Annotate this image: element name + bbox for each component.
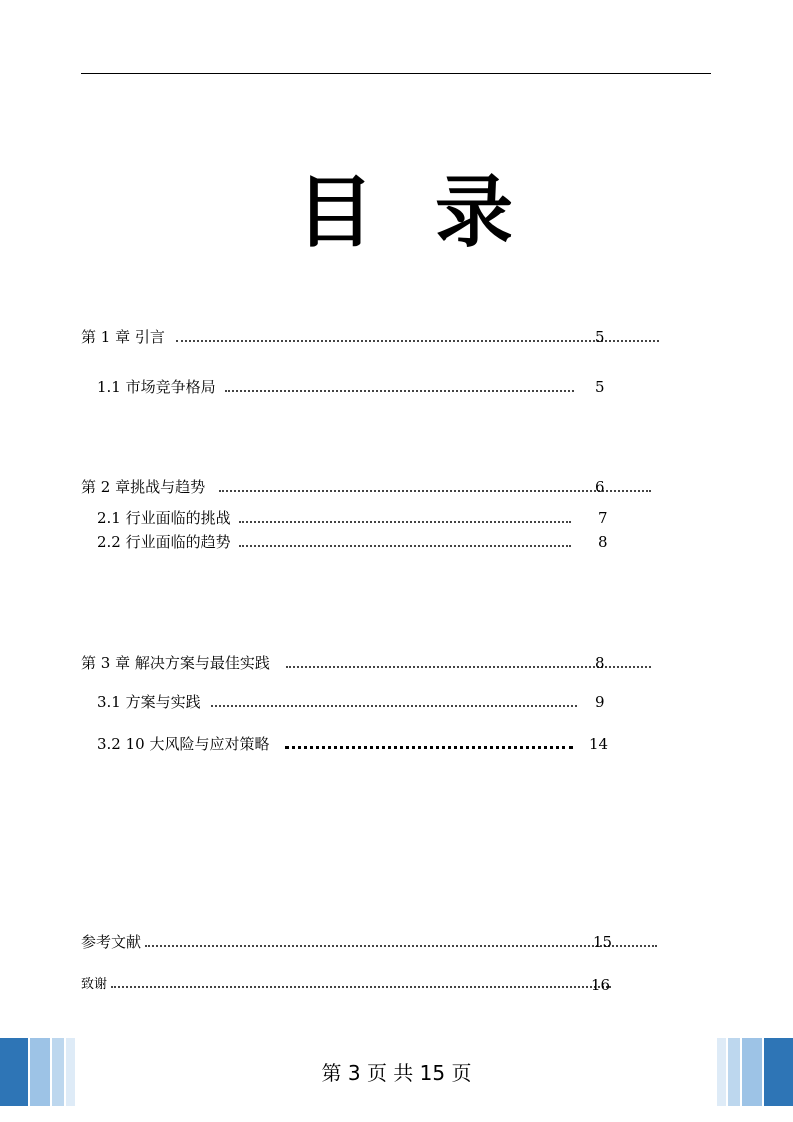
toc-entry-acknowledgements[interactable] bbox=[81, 975, 616, 995]
toc-entry-section-3-1[interactable] bbox=[97, 692, 611, 712]
toc-leader-dots bbox=[145, 945, 657, 947]
toc-entry-page: 8 bbox=[595, 654, 605, 672]
toc-entry-label: 3.1 方案与实践 bbox=[97, 693, 201, 711]
toc-entry-page: 15 bbox=[593, 933, 613, 951]
toc-entry-chapter-3[interactable] bbox=[81, 653, 611, 673]
page-number: 第 3 页 共 15 页 bbox=[321, 1061, 472, 1085]
toc-leader-dots bbox=[219, 490, 651, 492]
toc-leader-dots bbox=[211, 705, 577, 707]
toc-entry-page: 14 bbox=[589, 735, 609, 753]
toc-entry-page: 9 bbox=[595, 693, 605, 711]
toc-leader-dots bbox=[239, 545, 571, 547]
toc-entry-label: 3.2 10 大风险与应对策略 bbox=[97, 735, 270, 753]
toc-entry-page: 7 bbox=[598, 509, 608, 527]
toc-leader-dots bbox=[285, 746, 573, 749]
toc-entry-label: 参考文献 bbox=[81, 933, 142, 951]
toc-entry-label: 2.1 行业面临的挑战 bbox=[97, 509, 231, 527]
toc-entry-label: 致谢 bbox=[81, 975, 109, 995]
toc-entry-label: 2.2 行业面临的趋势 bbox=[97, 533, 231, 551]
toc-entry-chapter-2[interactable] bbox=[81, 477, 611, 497]
toc-entry-section-3-2[interactable] bbox=[97, 734, 611, 754]
toc-leader-dots bbox=[176, 340, 659, 342]
toc-leader-dots bbox=[239, 521, 571, 523]
toc-entry-page: 5 bbox=[595, 378, 605, 396]
toc-entry-page: 6 bbox=[595, 478, 605, 496]
header-rule bbox=[81, 73, 711, 74]
toc-entry-page: 16 bbox=[591, 976, 611, 994]
page-title bbox=[0, 168, 793, 258]
toc-leader-dots bbox=[111, 986, 611, 988]
toc-entry-chapter-1[interactable] bbox=[81, 327, 611, 347]
title-char-1: 目 bbox=[296, 167, 375, 258]
toc-leader-dots bbox=[225, 390, 574, 392]
toc-entry-label: 第 2 章挑战与趋势 bbox=[81, 478, 206, 496]
title-char-2: 录 bbox=[435, 167, 514, 258]
toc-entry-label: 1.1 市场竞争格局 bbox=[97, 378, 216, 396]
toc-entry-page: 5 bbox=[595, 328, 605, 346]
toc-entry-page: 8 bbox=[598, 533, 608, 551]
toc-entry-section-2-2[interactable] bbox=[97, 532, 611, 552]
toc-entry-label: 第 3 章 解决方案与最佳实践 bbox=[81, 654, 270, 672]
toc-entry-references[interactable] bbox=[81, 932, 616, 952]
toc-entry-label: 第 1 章 引言 bbox=[81, 328, 165, 346]
toc-entry-section-1-1[interactable] bbox=[97, 377, 611, 397]
toc-entry-section-2-1[interactable] bbox=[97, 508, 611, 528]
